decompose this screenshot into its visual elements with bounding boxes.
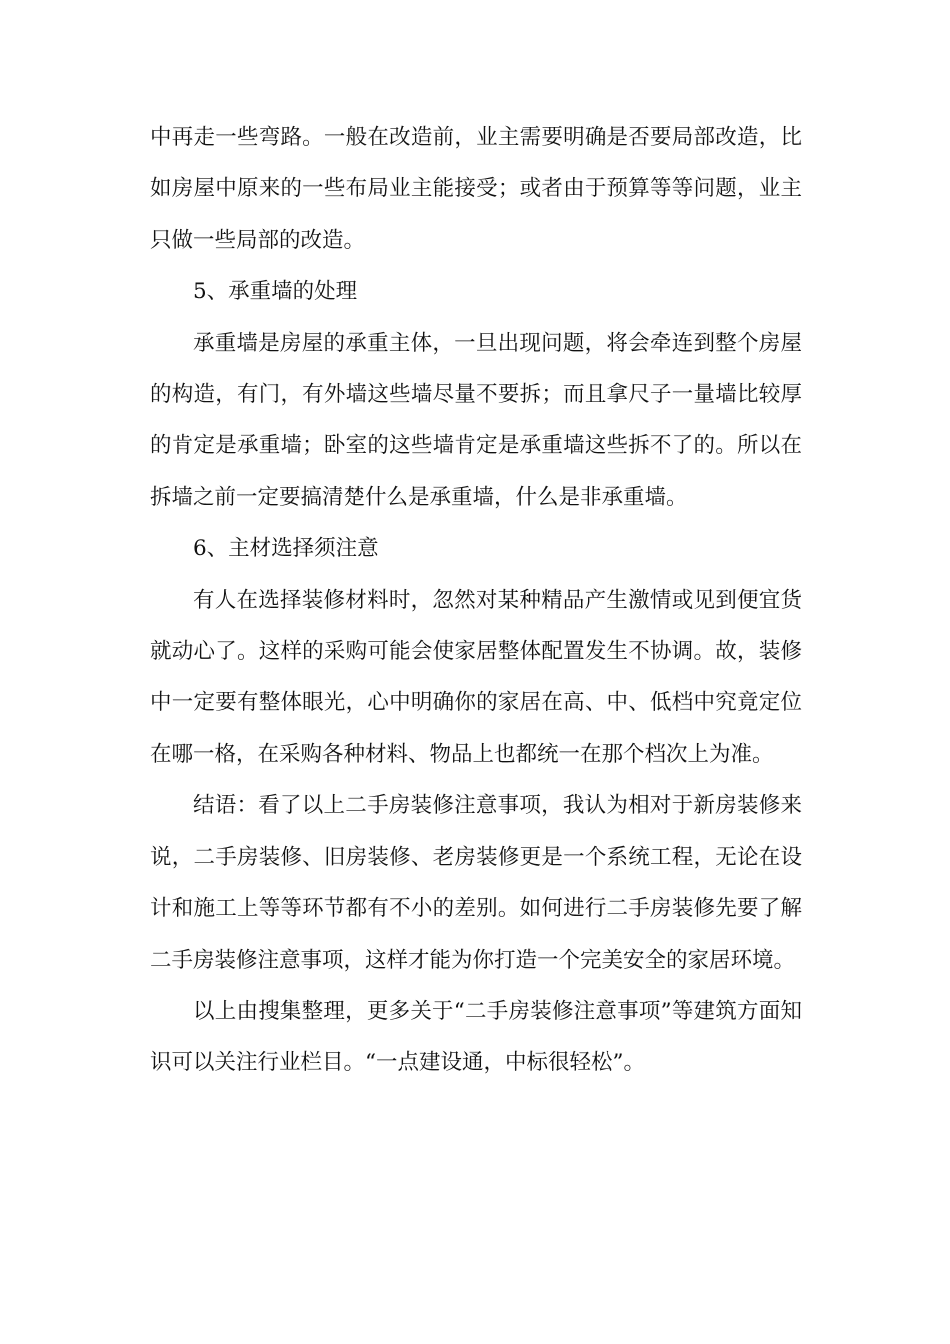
paragraph-load-bearing-wall: 承重墙是房屋的承重主体，一旦出现问题，将会牵连到整个房屋的构造，有门，有外墙这些墙尽量不要拆；而且拿尺子一量墙比较厚的肯定是承重墙；卧室的这些墙肯定是承重墙这些拆不了的。所以在拆墙之前一定要搞清楚什么是承重墙，什么是非承重墙。 <box>150 330 802 510</box>
paragraph-conclusion: 结语：看了以上二手房装修注意事项，我认为相对于新房装修来说，二手房装修、旧房装修、老房装修更是一个系统工程，无论在设计和施工上等等环节都有不小的差别。如何进行二手房装修先要了解二手房装修注意事项，这样才能为你打造一个完美安全的家居环境。 <box>150 793 802 973</box>
document-body <box>150 112 802 1089</box>
paragraph-closing-note: 以上由搜集整理，更多关于“二手房装修注意事项”等建筑方面知识可以关注行业栏目。“一点建设通，中标很轻松”。 <box>150 998 802 1076</box>
paragraph-main-materials: 有人在选择装修材料时，忽然对某种精品产生激情或见到便宜货就动心了。这样的采购可能会使家居整体配置发生不协调。故，装修中一定要有整体眼光，心中明确你的家居在高、中、低档中究竟定位在哪一格，在采购各种材料、物品上也都统一在那个档次上为准。 <box>150 587 802 767</box>
heading-main-materials: 6、主材选择须注意 <box>193 536 379 562</box>
paragraph-intro-continuation: 中再走一些弯路。一般在改造前，业主需要明确是否要局部改造，比如房屋中原来的一些布局业主能接受；或者由于预算等等问题，业主只做一些局部的改造。 <box>150 125 802 253</box>
heading-load-bearing-wall: 5、承重墙的处理 <box>193 279 358 305</box>
